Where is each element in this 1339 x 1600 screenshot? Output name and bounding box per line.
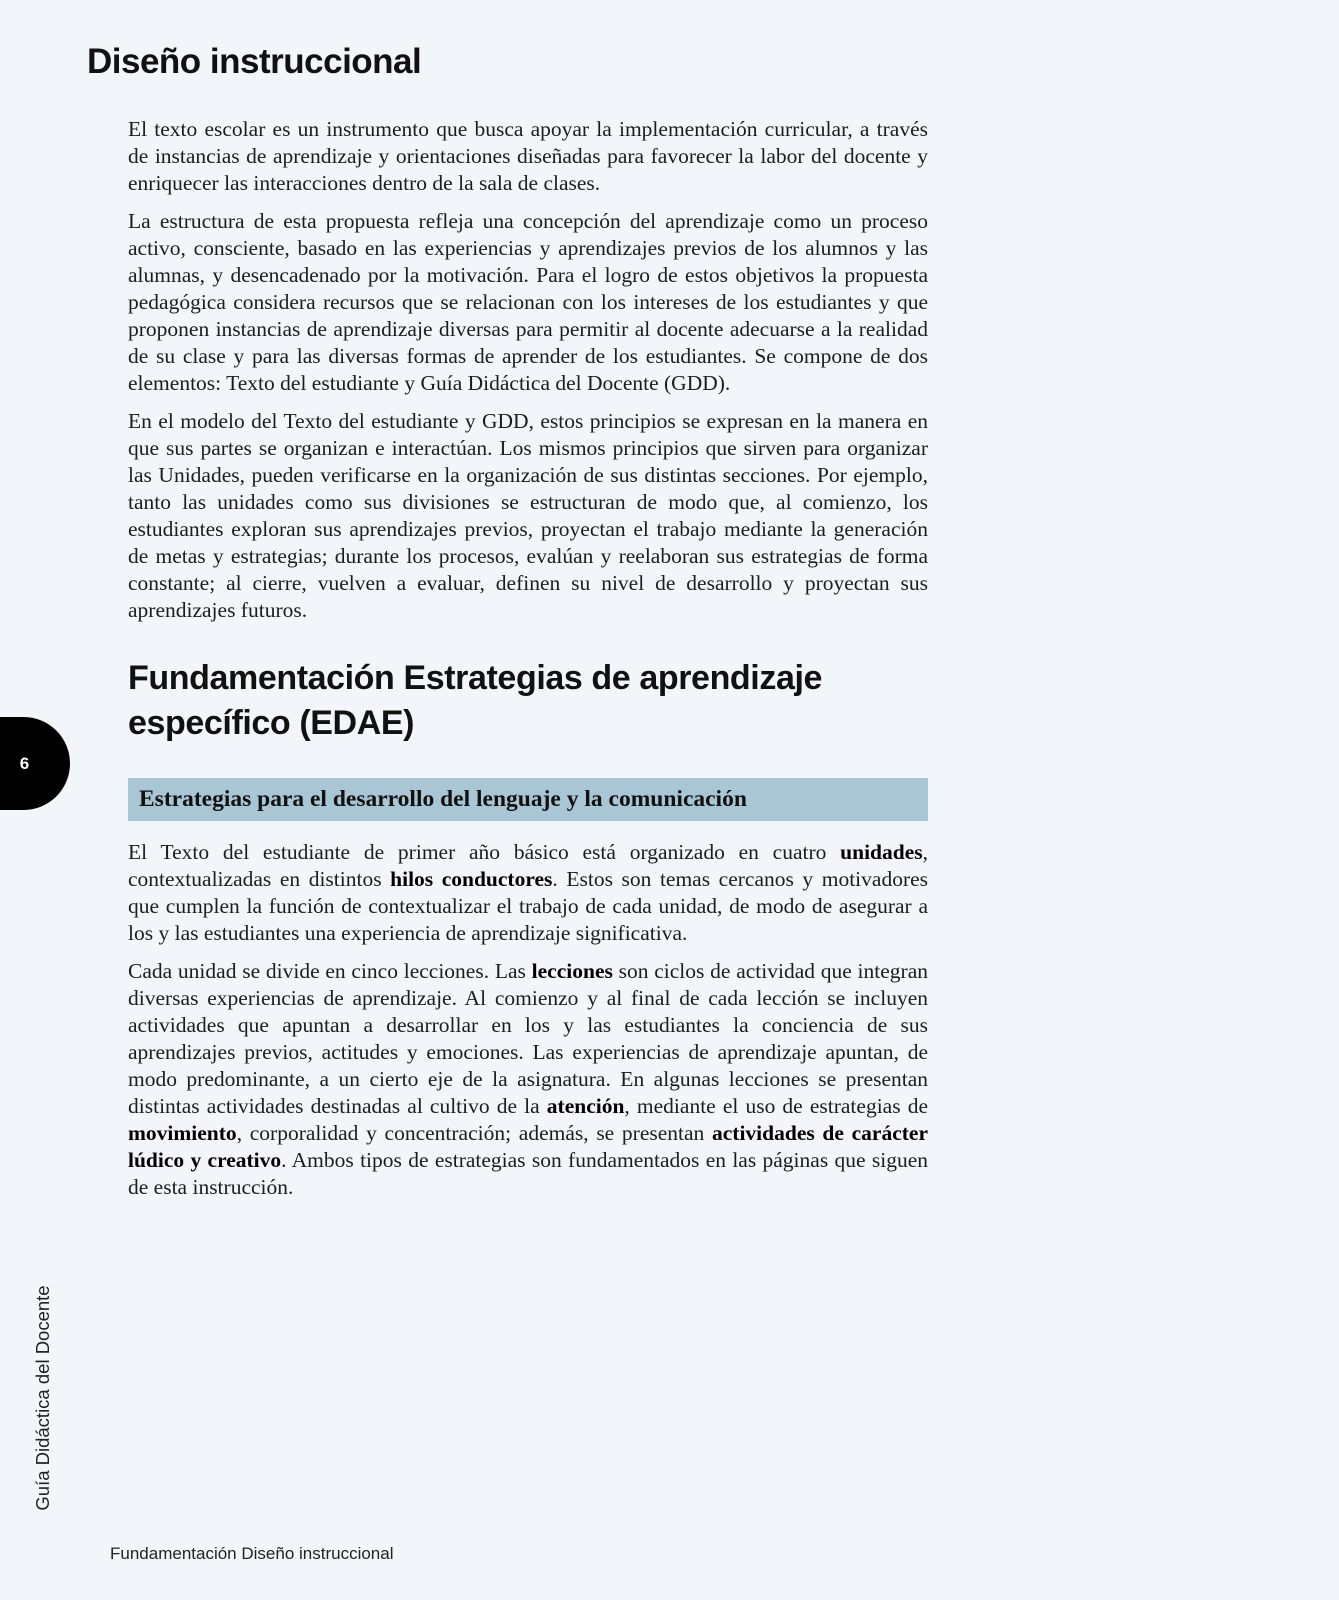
intro-paragraph-1: El texto escolar es un instrumento que busca apoyar la implementación curricular, a través de instancias de aprendizaje y orientaciones diseñadas para favorecer la labor del docente y enriquecer las interacciones dentro de la sala de clases. [128, 117, 928, 195]
keyword-actividades-ludico-creativo: actividades de carácter lúdico y creativo [128, 1121, 928, 1172]
section-text [128, 839, 928, 1212]
intro-paragraph-2: La estructura de esta propuesta refleja una concepción del aprendizaje como un proceso activo, consciente, basado en las experiencias y aprendizajes previos de los alumnos y las alumnas, y desencadenado por la motivación. Para el logro de estos objetivos la propuesta pedagógica considera recursos que se relacionan con los intereses de los estudiantes y que proponen instancias de aprendizaje diversas para permitir al docente adecuarse a la realidad de su clase y para las diversas formas de aprender de los estudiantes. Se compone de dos elementos: Texto del estudiante y Guía Didáctica del Docente (GDD). [128, 209, 928, 395]
text-run: Cada unidad se divide en cinco lecciones. Las [128, 959, 532, 983]
keyword-atencion: atención [546, 1094, 625, 1118]
keyword-unidades: unidades [840, 840, 923, 864]
section-paragraph-2 [128, 958, 928, 1201]
keyword-lecciones: lecciones [531, 959, 613, 983]
section-title: Fundamentación Estrategias de aprendizaje específico (EDAE) [128, 659, 823, 742]
intro-paragraph-3: En el modelo del Texto del estudiante y GDD, estos principios se expresan en la manera en que sus partes se organizan e interactúan. Los mismos principios que sirven para organizar las Unidades, pueden verificarse en la organización de sus distintas secciones. Por ejemplo, tanto las unidades como sus divisiones se estructuran de modo que, al comienzo, los estudiantes exploran sus aprendizajes previos, proyectan el trabajo mediante la generación de metas y estrategias; durante los procesos, evalúan y reelaboran sus estrategias de forma constante; al cierre, vuelven a evaluar, definen su nivel de desarrollo y proyectan sus aprendizajes futuros. [128, 409, 928, 622]
text-run: . Ambos tipos de estrategias son fundamentados en las páginas que siguen de esta instrucción. [128, 1148, 928, 1199]
subsection-title: Estrategias para el desarrollo del lenguaje y la comunicación [139, 786, 747, 812]
text-run: , contextualizadas en distintos [128, 840, 928, 891]
section-paragraph-1 [128, 839, 928, 947]
subsection-header [128, 778, 928, 821]
text-run: . Estos son temas cercanos y motivadores que cumplen la función de contextualizar el trabajo de cada unidad, de modo de asegurar a los y las estudiantes una experiencia de aprendizaje significativa. [128, 867, 929, 945]
keyword-hilos-conductores: hilos conductores [390, 867, 553, 891]
keyword-movimiento: movimiento [128, 1121, 237, 1145]
page-number: 6 [19, 753, 30, 773]
side-label-text: Guía Didáctica del Docente [32, 1285, 53, 1511]
text-run: son ciclos de actividad que integran diversas experiencias de aprendizaje. Al comienzo y al final de cada lección se incluyen actividades que apuntan a desarrollar en los y las estudiantes la conciencia de sus aprendizajes previos, actitudes y emociones. Las experiencias de aprendizaje apuntan, de modo predominante, a un cierto eje de la asignatura. En algunas lecciones se presentan distintas actividades destinadas al cultivo de la [128, 959, 928, 1118]
footer-text: Fundamentación Diseño instruccional [110, 1544, 394, 1563]
page-number-tab [0, 717, 70, 810]
intro-text [128, 116, 928, 635]
page-title: Diseño instruccional [87, 42, 422, 81]
text-run: El Texto del estudiante de primer año básico está organizado en cuatro [128, 840, 841, 864]
text-run: , mediante el uso de estrategias de [624, 1094, 928, 1118]
text-run: , corporalidad y concentración; además, se presentan [236, 1121, 712, 1145]
